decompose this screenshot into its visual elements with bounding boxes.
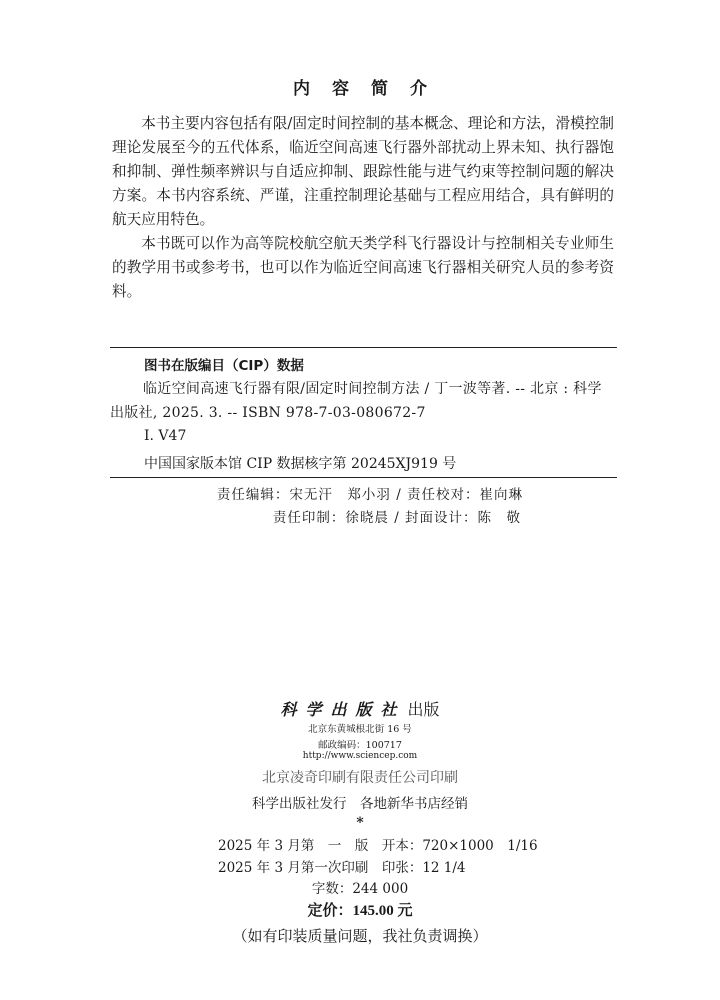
price-line xyxy=(0,899,720,920)
cip-bottom-rule xyxy=(110,477,617,478)
distributor-line: 科学出版社发行 各地新华书店经销 xyxy=(252,796,468,812)
production-credits: 责任印制：徐晓晨 / 封面设计：陈 敬 xyxy=(272,510,522,526)
publisher-website: http://www.sciencep.com xyxy=(302,751,418,761)
intro-paragraph: 本书主要内容包括有限/固定时间控制的基本概念、理论和方法，滑模控制理论发展至今的五代体系，临近空间高速飞行器外部扰动上界未知、执行器饱和抑制、弹性频率辨识与自适应抑制、跟踪性能与进气约束等控制问题的解决方案。本书内容系统、严谨，注重控制理论基础与工程应用结合，具有鲜明的航天应用特色。 xyxy=(112,115,614,228)
publisher-address: 北京东黄城根北街 16 号 xyxy=(308,724,412,735)
edition-line: 2025 年 3 月第 一 版 开本：720×1000 1/16 xyxy=(218,838,538,854)
cip-record-number: 中国国家版本馆 CIP 数据核字第 20245XJ919 号 xyxy=(144,456,457,472)
price-label: 定价： xyxy=(307,901,353,919)
publisher-logo: 科学出版社 xyxy=(280,700,406,719)
quality-notice: （如有印装质量问题，我社负责调换） xyxy=(232,927,488,945)
word-count: 字数：244 000 xyxy=(311,881,409,897)
page-title: 内容简介 xyxy=(293,79,449,99)
intro-paragraph: 本书既可以作为高等院校航空航天类学科飞行器设计与控制相关专业师生的教学用书或参考书，也可以作为临近空间高速飞行器相关研究人员的参考资料。 xyxy=(112,235,614,300)
cip-classification: Ⅰ. V47 xyxy=(144,428,187,444)
printer-line: 北京凌奇印刷有限责任公司印刷 xyxy=(262,770,458,786)
publisher-suffix: 出版 xyxy=(407,700,440,719)
cip-heading: 图书在版编目（CIP）数据 xyxy=(144,358,304,374)
separator-star: * xyxy=(356,815,364,831)
printing-line: 2025 年 3 月第一次印刷 印张：12 1/4 xyxy=(218,860,466,876)
publisher-line xyxy=(0,697,720,720)
price-value: 145.00 元 xyxy=(352,903,413,919)
publisher-postcode: 邮政编码：100717 xyxy=(318,740,402,751)
cip-catalog-entry: 临近空间高速飞行器有限/固定时间控制方法 / 丁一波等著. -- 北京 : 科学出版社, 2025. 3. -- ISBN 978-7-03-080672-7 xyxy=(110,381,602,421)
editor-credits: 责任编辑：宋无汗 郑小羽 / 责任校对：崔向琳 xyxy=(216,487,524,503)
cip-top-rule xyxy=(110,347,617,348)
